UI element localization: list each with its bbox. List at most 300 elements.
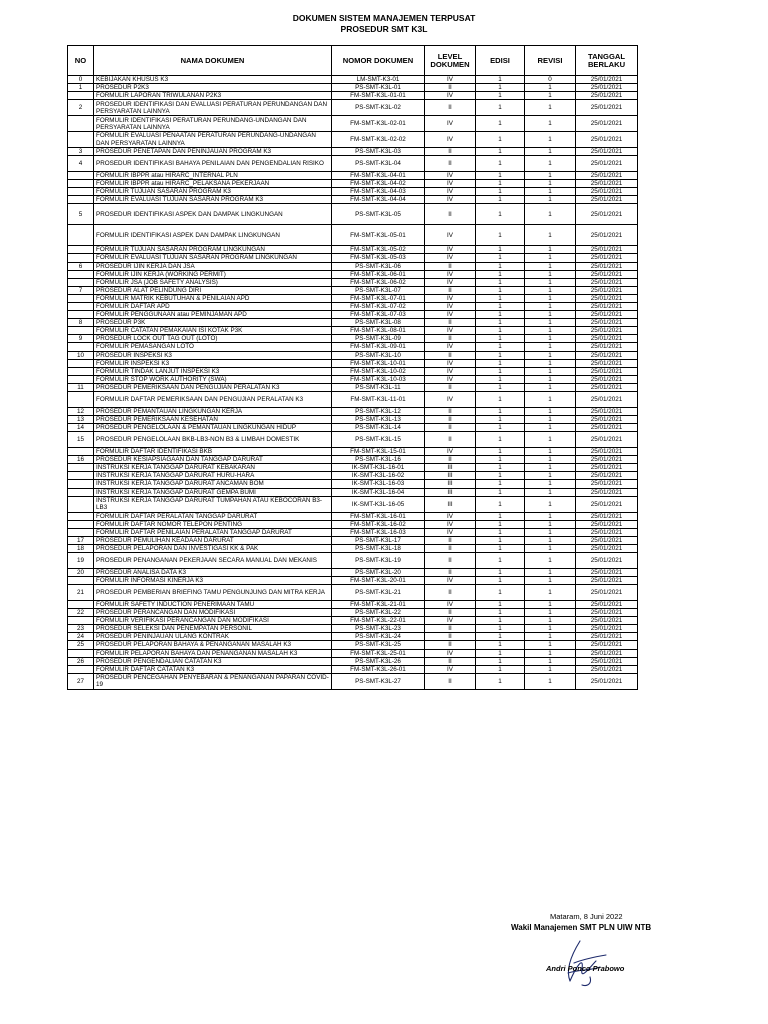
cell-edition: 1: [476, 544, 525, 552]
cell-level: IV: [425, 576, 476, 584]
cell-no: [68, 472, 94, 480]
cell-level: II: [425, 633, 476, 641]
cell-level: IV: [425, 92, 476, 100]
table-row: [68, 76, 638, 84]
cell-name: KEBIJAKAN KHUSUS K3: [94, 76, 332, 84]
cell-name: FORMULIR DAFTAR PENILAIAN PERALATAN TANGGAP DARURAT: [94, 528, 332, 536]
table-row: [68, 472, 638, 480]
cell-level: III: [425, 496, 476, 512]
cell-doc-number: PS-SMT-K3L-10: [332, 351, 425, 359]
cell-date: 25/01/2021: [576, 278, 638, 286]
table-row: [68, 528, 638, 536]
cell-doc-number: FM-SMT-K3L-02-02: [332, 132, 425, 148]
cell-date: 25/01/2021: [576, 100, 638, 116]
cell-edition: 1: [476, 92, 525, 100]
cell-name: FORMULIR SAFETY INDUCTION PENERIMAAN TAMU: [94, 600, 332, 608]
table-row: [68, 327, 638, 335]
cell-name: PROSEDUR PENGENDALIAN CATATAN K3: [94, 657, 332, 665]
cell-doc-number: PS-SMT-K3L-17: [332, 536, 425, 544]
cell-doc-number: FM-SMT-K3L-16-02: [332, 520, 425, 528]
cell-date: 25/01/2021: [576, 641, 638, 649]
cell-revision: 1: [525, 456, 576, 464]
table-row: [68, 641, 638, 649]
cell-name: PROSEDUR ALAT PELINDUNG DIRI: [94, 286, 332, 294]
cell-date: 25/01/2021: [576, 625, 638, 633]
cell-edition: 1: [476, 512, 525, 520]
cell-level: IV: [425, 76, 476, 84]
cell-date: 25/01/2021: [576, 375, 638, 383]
cell-name: FORMULIR IBPPR atau HIRARC_PELAKSANA PEKERJAAN: [94, 180, 332, 188]
cell-doc-number: FM-SMT-K3L-04-03: [332, 188, 425, 196]
cell-date: 25/01/2021: [576, 568, 638, 576]
cell-no: [68, 488, 94, 496]
table-row: [68, 262, 638, 270]
cell-name: FORMULIR DAFTAR APD: [94, 302, 332, 310]
cell-name: PROSEDUR PENGELOLAAN BKB-LB3-NON B3 & LIMBAH DOMESTIK: [94, 432, 332, 448]
cell-revision: 1: [525, 673, 576, 689]
table-row: [68, 673, 638, 689]
cell-name: FORMULIR MATRIK KEBUTUHAN & PENILAIAN APD: [94, 294, 332, 302]
cell-revision: 1: [525, 496, 576, 512]
table-row: [68, 665, 638, 673]
cell-doc-number: FM-SMT-K3L-04-01: [332, 171, 425, 179]
cell-doc-number: FM-SMT-K3L-26-01: [332, 665, 425, 673]
cell-level: II: [425, 641, 476, 649]
cell-revision: 1: [525, 600, 576, 608]
cell-revision: 1: [525, 448, 576, 456]
cell-revision: 0: [525, 76, 576, 84]
table-row: [68, 456, 638, 464]
cell-name: PROSEDUR PENGELOLAAN & PEMANTAUAN LINGKUNGAN HIDUP: [94, 424, 332, 432]
table-row: [68, 171, 638, 179]
cell-no: [68, 132, 94, 148]
cell-revision: 1: [525, 246, 576, 254]
table-row: [68, 84, 638, 92]
cell-revision: 1: [525, 188, 576, 196]
cell-doc-number: FM-SMT-K3L-15-01: [332, 448, 425, 456]
cell-date: 25/01/2021: [576, 464, 638, 472]
cell-level: IV: [425, 116, 476, 132]
cell-level: II: [425, 383, 476, 391]
cell-revision: 1: [525, 424, 576, 432]
cell-edition: 1: [476, 520, 525, 528]
signature-icon: [560, 937, 610, 989]
table-row: [68, 196, 638, 204]
cell-revision: 1: [525, 585, 576, 601]
cell-level: II: [425, 456, 476, 464]
table-body: [68, 76, 638, 690]
cell-name: PROSEDUR PENINJAUAN ULANG KONTRAK: [94, 633, 332, 641]
cell-edition: 1: [476, 568, 525, 576]
cell-doc-number: PS-SMT-K3L-09: [332, 335, 425, 343]
cell-edition: 1: [476, 528, 525, 536]
cell-doc-number: PS-SMT-K3L-13: [332, 415, 425, 423]
cell-no: 10: [68, 351, 94, 359]
cell-doc-number: FM-SMT-K3L-05-03: [332, 254, 425, 262]
cell-level: II: [425, 657, 476, 665]
cell-no: 18: [68, 544, 94, 552]
table-row: [68, 278, 638, 286]
cell-doc-number: LM-SMT-K3-01: [332, 76, 425, 84]
table-row: [68, 407, 638, 415]
cell-name: INSTRUKSI KERJA TANGGAP DARURAT HURU-HARA: [94, 472, 332, 480]
column-header-revision: REVISI: [525, 46, 576, 76]
table-row: [68, 585, 638, 601]
cell-name: FORMULIR IBPPR atau HIRARC_INTERNAL PLN: [94, 171, 332, 179]
cell-revision: 1: [525, 196, 576, 204]
cell-revision: 1: [525, 294, 576, 302]
cell-doc-number: PS-SMT-K3L-22: [332, 609, 425, 617]
cell-doc-number: PS-SMT-K3L-12: [332, 407, 425, 415]
cell-doc-number: PS-SMT-K3L-24: [332, 633, 425, 641]
cell-no: [68, 270, 94, 278]
cell-revision: 1: [525, 204, 576, 225]
table-row: [68, 132, 638, 148]
cell-no: [68, 171, 94, 179]
table-row: [68, 480, 638, 488]
cell-no: [68, 196, 94, 204]
cell-revision: 1: [525, 335, 576, 343]
cell-date: 25/01/2021: [576, 270, 638, 278]
table-row: [68, 286, 638, 294]
cell-name: FORMULIR PENGGUNAAN atau PEMINJAMAN APD: [94, 311, 332, 319]
cell-no: [68, 343, 94, 351]
cell-doc-number: IK-SMT-K3L-16-02: [332, 472, 425, 480]
cell-edition: 1: [476, 116, 525, 132]
cell-level: IV: [425, 359, 476, 367]
cell-doc-number: PS-SMT-K3L-18: [332, 544, 425, 552]
cell-name: FORMULIR IDENTIFIKASI PERATURAN PERUNDANG-UNDANGAN DAN PERSYARATAN LAINNYA: [94, 116, 332, 132]
cell-edition: 1: [476, 536, 525, 544]
cell-name: INSTRUKSI KERJA TANGGAP DARURAT KEBAKARAN: [94, 464, 332, 472]
cell-no: [68, 480, 94, 488]
cell-no: 7: [68, 286, 94, 294]
cell-level: II: [425, 351, 476, 359]
cell-no: [68, 116, 94, 132]
cell-edition: 1: [476, 432, 525, 448]
cell-edition: 1: [476, 196, 525, 204]
cell-name: FORMULIR PEMASANGAN LOTO: [94, 343, 332, 351]
table-row: [68, 392, 638, 408]
cell-edition: 1: [476, 367, 525, 375]
cell-date: 25/01/2021: [576, 585, 638, 601]
cell-date: 25/01/2021: [576, 294, 638, 302]
cell-revision: 1: [525, 415, 576, 423]
cell-no: 16: [68, 456, 94, 464]
cell-name: FORMULIR PELAPORAN BAHAYA DAN PENANGANAN MASALAH K3: [94, 649, 332, 657]
cell-doc-number: FM-SMT-K3L-07-02: [332, 302, 425, 310]
cell-doc-number: PS-SMT-K3L-21: [332, 585, 425, 601]
cell-no: 8: [68, 319, 94, 327]
cell-level: II: [425, 415, 476, 423]
cell-no: 20: [68, 568, 94, 576]
cell-date: 25/01/2021: [576, 528, 638, 536]
cell-no: 17: [68, 536, 94, 544]
cell-name: PROSEDUR PENANGANAN PEKERJAAN SECARA MANUAL DAN MEKANIS: [94, 552, 332, 568]
cell-revision: 1: [525, 343, 576, 351]
column-header-no: NO: [68, 46, 94, 76]
cell-level: II: [425, 84, 476, 92]
cell-name: FORMULIR IDENTIFIKASI ASPEK DAN DAMPAK LINGKUNGAN: [94, 225, 332, 246]
table-row: [68, 609, 638, 617]
cell-no: [68, 600, 94, 608]
cell-edition: 1: [476, 480, 525, 488]
cell-name: FORMULIR TUJUAN SASARAN PROGRAM LINGKUNGAN: [94, 246, 332, 254]
cell-name: PROSEDUR IDENTIFIKASI ASPEK DAN DAMPAK LINGKUNGAN: [94, 204, 332, 225]
cell-date: 25/01/2021: [576, 351, 638, 359]
cell-date: 25/01/2021: [576, 147, 638, 155]
cell-date: 25/01/2021: [576, 76, 638, 84]
table-row: [68, 116, 638, 132]
cell-date: 25/01/2021: [576, 367, 638, 375]
cell-edition: 1: [476, 171, 525, 179]
cell-doc-number: PS-SMT-K3L-11: [332, 383, 425, 391]
cell-revision: 1: [525, 359, 576, 367]
cell-name: FORMULIR EVALUASI TUJUAN SASARAN PROGRAM K3: [94, 196, 332, 204]
cell-name: FORMULIR STOP WORK AUTHORITY (SWA): [94, 375, 332, 383]
cell-no: 22: [68, 609, 94, 617]
cell-no: 5: [68, 204, 94, 225]
table-row: [68, 657, 638, 665]
cell-level: II: [425, 147, 476, 155]
cell-revision: 1: [525, 641, 576, 649]
cell-doc-number: IK-SMT-K3L-16-01: [332, 464, 425, 472]
cell-edition: 1: [476, 625, 525, 633]
cell-no: [68, 392, 94, 408]
cell-doc-number: FM-SMT-K3L-07-03: [332, 311, 425, 319]
document-title: DOKUMEN SISTEM MANAJEMEN TERPUSAT: [292, 13, 476, 23]
document-subtitle: PROSEDUR SMT K3L: [340, 24, 428, 34]
cell-edition: 1: [476, 100, 525, 116]
cell-level: II: [425, 204, 476, 225]
cell-name: PROSEDUR IJIN KERJA DAN JSA: [94, 262, 332, 270]
cell-revision: 1: [525, 171, 576, 179]
cell-no: [68, 278, 94, 286]
cell-doc-number: FM-SMT-K3L-06-01: [332, 270, 425, 278]
cell-date: 25/01/2021: [576, 617, 638, 625]
table-row: [68, 520, 638, 528]
cell-name: INSTRUKSI KERJA TANGGAP DARURAT GEMPA BUMI: [94, 488, 332, 496]
cell-date: 25/01/2021: [576, 633, 638, 641]
cell-no: [68, 311, 94, 319]
cell-no: 3: [68, 147, 94, 155]
cell-name: FORMULIR DAFTAR IDENTIFIKASI BKB: [94, 448, 332, 456]
cell-level: IV: [425, 512, 476, 520]
cell-edition: 1: [476, 673, 525, 689]
cell-revision: 1: [525, 472, 576, 480]
cell-no: [68, 367, 94, 375]
cell-date: 25/01/2021: [576, 496, 638, 512]
cell-revision: 1: [525, 633, 576, 641]
cell-revision: 1: [525, 407, 576, 415]
cell-edition: 1: [476, 311, 525, 319]
cell-level: III: [425, 472, 476, 480]
cell-level: IV: [425, 327, 476, 335]
cell-edition: 1: [476, 132, 525, 148]
cell-edition: 1: [476, 552, 525, 568]
cell-doc-number: FM-SMT-K3L-06-02: [332, 278, 425, 286]
cell-doc-number: PS-SMT-K3L-05: [332, 204, 425, 225]
cell-level: IV: [425, 254, 476, 262]
cell-level: IV: [425, 180, 476, 188]
cell-edition: 1: [476, 496, 525, 512]
cell-revision: 1: [525, 464, 576, 472]
place-date: Mataram, 8 Juni 2022: [550, 912, 623, 921]
table-row: [68, 367, 638, 375]
cell-edition: 1: [476, 351, 525, 359]
cell-no: 27: [68, 673, 94, 689]
cell-doc-number: FM-SMT-K3L-16-01: [332, 512, 425, 520]
column-header-level: LEVEL DOKUMEN: [425, 46, 476, 76]
cell-edition: 1: [476, 278, 525, 286]
cell-edition: 1: [476, 472, 525, 480]
cell-edition: 1: [476, 270, 525, 278]
table-row: [68, 302, 638, 310]
cell-name: PROSEDUR IDENTIFIKASI BAHAYA PENILAIAN DAN PENGENDALIAN RISIKO: [94, 156, 332, 172]
cell-name: PROSEDUR PEMANTAUAN LINGKUNGAN KERJA: [94, 407, 332, 415]
cell-edition: 1: [476, 262, 525, 270]
cell-revision: 1: [525, 100, 576, 116]
cell-edition: 1: [476, 633, 525, 641]
cell-name: FORMULIR DAFTAR NOMOR TELEPON PENTING: [94, 520, 332, 528]
cell-no: 9: [68, 335, 94, 343]
cell-doc-number: FM-SMT-K3L-07-01: [332, 294, 425, 302]
cell-revision: 1: [525, 180, 576, 188]
cell-level: III: [425, 464, 476, 472]
cell-no: 12: [68, 407, 94, 415]
cell-level: IV: [425, 600, 476, 608]
cell-name: PROSEDUR SELEKSI DAN PENEMPATAN PERSONIL: [94, 625, 332, 633]
cell-level: II: [425, 407, 476, 415]
cell-edition: 1: [476, 246, 525, 254]
cell-no: [68, 359, 94, 367]
cell-name: INSTRUKSI KERJA TANGGAP DARURAT TUMPAHAN ATAU KEBOCORAN B3-LB3: [94, 496, 332, 512]
table-row: [68, 351, 638, 359]
cell-edition: 1: [476, 84, 525, 92]
cell-date: 25/01/2021: [576, 116, 638, 132]
cell-revision: 1: [525, 92, 576, 100]
cell-revision: 1: [525, 351, 576, 359]
table-row: [68, 649, 638, 657]
cell-edition: 1: [476, 302, 525, 310]
signer-name: Andri Ponco Prabowo: [546, 964, 625, 973]
cell-date: 25/01/2021: [576, 536, 638, 544]
cell-date: 25/01/2021: [576, 335, 638, 343]
cell-name: PROSEDUR PEMERIKSAAN KESEHATAN: [94, 415, 332, 423]
cell-date: 25/01/2021: [576, 512, 638, 520]
cell-doc-number: FM-SMT-K3L-05-02: [332, 246, 425, 254]
cell-no: 4: [68, 156, 94, 172]
cell-date: 25/01/2021: [576, 472, 638, 480]
cell-edition: 1: [476, 609, 525, 617]
cell-date: 25/01/2021: [576, 84, 638, 92]
cell-revision: 1: [525, 311, 576, 319]
cell-doc-number: FM-SMT-K3L-21-01: [332, 600, 425, 608]
cell-no: [68, 180, 94, 188]
cell-level: II: [425, 673, 476, 689]
cell-edition: 1: [476, 488, 525, 496]
cell-name: FORMULIR IJIN KERJA (WORKING PERMIT): [94, 270, 332, 278]
cell-date: 25/01/2021: [576, 132, 638, 148]
table-row: [68, 424, 638, 432]
cell-doc-number: FM-SMT-K3L-08-01: [332, 327, 425, 335]
cell-name: FORMULIR DAFTAR PEMERIKSAAN DAN PENGUJIAN PERALATAN K3: [94, 392, 332, 408]
cell-date: 25/01/2021: [576, 180, 638, 188]
table-row: [68, 311, 638, 319]
cell-level: IV: [425, 392, 476, 408]
table-row: [68, 156, 638, 172]
cell-date: 25/01/2021: [576, 246, 638, 254]
cell-no: 0: [68, 76, 94, 84]
table-row: [68, 415, 638, 423]
cell-date: 25/01/2021: [576, 673, 638, 689]
cell-doc-number: FM-SMT-K3L-02-01: [332, 116, 425, 132]
cell-edition: 1: [476, 617, 525, 625]
cell-doc-number: PS-SMT-K3L-25: [332, 641, 425, 649]
cell-revision: 1: [525, 520, 576, 528]
table-row: [68, 246, 638, 254]
cell-name: PROSEDUR PERANCANGAN DAN MODIFIKASI: [94, 609, 332, 617]
cell-no: 11: [68, 383, 94, 391]
cell-doc-number: PS-SMT-K3L-04: [332, 156, 425, 172]
cell-edition: 1: [476, 383, 525, 391]
table-row: [68, 617, 638, 625]
cell-revision: 1: [525, 649, 576, 657]
cell-no: 13: [68, 415, 94, 423]
cell-edition: 1: [476, 576, 525, 584]
cell-revision: 1: [525, 488, 576, 496]
cell-edition: 1: [476, 665, 525, 673]
cell-revision: 1: [525, 278, 576, 286]
cell-level: II: [425, 286, 476, 294]
cell-edition: 1: [476, 343, 525, 351]
cell-level: IV: [425, 278, 476, 286]
cell-revision: 1: [525, 392, 576, 408]
cell-revision: 1: [525, 536, 576, 544]
table-row: [68, 204, 638, 225]
cell-no: [68, 448, 94, 456]
table-row: [68, 552, 638, 568]
cell-no: [68, 520, 94, 528]
cell-date: 25/01/2021: [576, 480, 638, 488]
cell-date: 25/01/2021: [576, 600, 638, 608]
cell-revision: 1: [525, 432, 576, 448]
cell-no: [68, 188, 94, 196]
cell-name: PROSEDUR INSPEKSI K3: [94, 351, 332, 359]
cell-level: II: [425, 625, 476, 633]
cell-edition: 1: [476, 156, 525, 172]
table-row: [68, 270, 638, 278]
cell-edition: 1: [476, 657, 525, 665]
cell-revision: 1: [525, 552, 576, 568]
cell-revision: 1: [525, 375, 576, 383]
cell-name: FORMULIR CATATAN PEMAKAIAN ISI KOTAK P3K: [94, 327, 332, 335]
cell-level: III: [425, 480, 476, 488]
cell-revision: 1: [525, 225, 576, 246]
cell-edition: 1: [476, 225, 525, 246]
table-row: [68, 180, 638, 188]
cell-no: [68, 576, 94, 584]
cell-date: 25/01/2021: [576, 544, 638, 552]
cell-level: IV: [425, 649, 476, 657]
cell-no: [68, 246, 94, 254]
cell-edition: 1: [476, 407, 525, 415]
cell-name: FORMULIR EVALUASI PENAATAN PERATURAN PERUNDANG-UNDANGAN DAN PERSYARATAN LAINNYA: [94, 132, 332, 148]
cell-edition: 1: [476, 286, 525, 294]
cell-edition: 1: [476, 147, 525, 155]
cell-date: 25/01/2021: [576, 432, 638, 448]
cell-revision: 1: [525, 286, 576, 294]
